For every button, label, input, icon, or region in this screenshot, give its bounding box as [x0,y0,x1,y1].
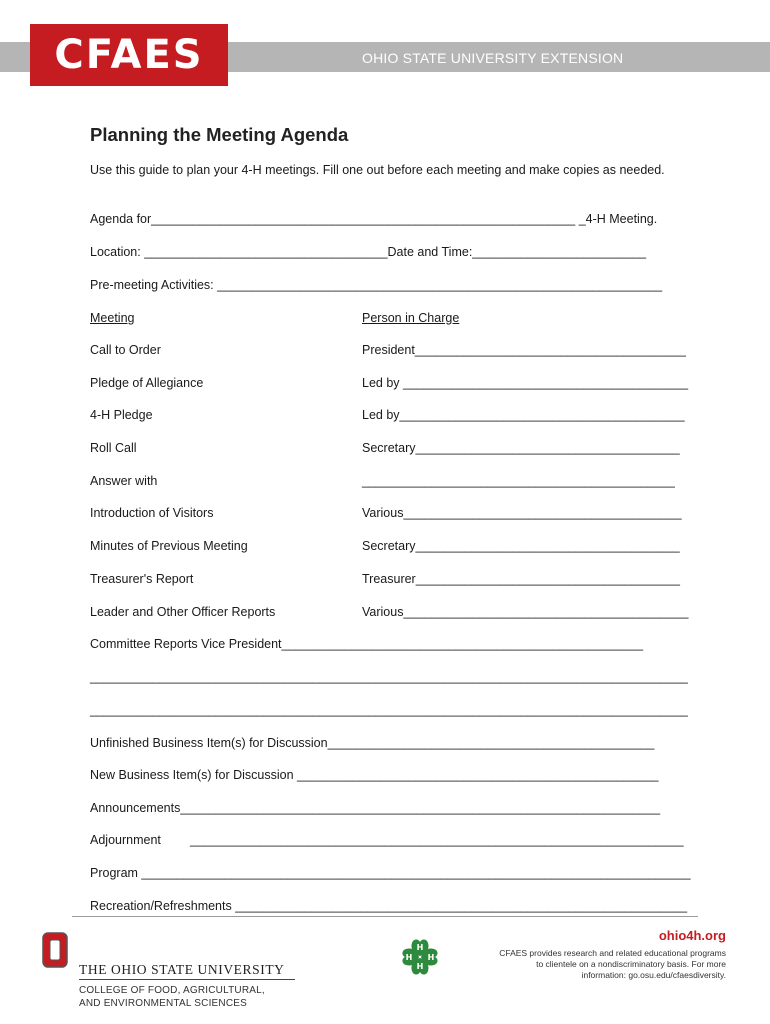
location-line: Location: ___________________________________Date and Time:_________________________ [90,245,647,259]
agenda-item: Roll Call [90,441,137,455]
four-h-clover-icon [396,933,444,981]
new-business-line: New Business Item(s) for Discussion ____________________________________________________ [90,768,659,782]
nondiscrimination-statement: CFAES provides research and related educational programs to clientele on a nondiscriminatory basis. For more information: go.osu.edu/cfaesdiversity. [499,948,726,980]
agenda-item: Introduction of Visitors [90,506,214,520]
agenda-person: President_______________________________________ [362,343,686,357]
svg-text:H: H [416,962,424,971]
committee-reports-line: Committee Reports Vice President____________________________________________________ [90,637,644,651]
svg-text:H: H [416,943,424,952]
agenda-item: Minutes of Previous Meeting [90,539,248,553]
svg-text:H: H [405,953,413,962]
program-line: Program _______________________________________________________________________________ [90,866,691,880]
adjournment-line: _______________________________________________________________________ [190,833,684,847]
pre-meeting-line: Pre-meeting Activities: ________________________________________________________________ [90,278,663,292]
agenda-item: Answer with [90,474,158,488]
extension-label: OHIO STATE UNIVERSITY EXTENSION [362,50,624,66]
agenda-person: Treasurer______________________________________ [362,572,680,586]
announcements-line: Announcements_____________________________________________________________________ [90,801,661,815]
blank-line: ______________________________________________________________________________________ [90,670,688,684]
agenda-for-line: Agenda for_____________________________________________________________ _4-H Meeting. [90,212,658,226]
agenda-person: Various________________________________________ [362,506,682,520]
unfinished-business-line: Unfinished Business Item(s) for Discussion_______________________________________________ [90,736,655,750]
svg-text:H: H [427,953,435,962]
university-rule [79,979,295,980]
agenda-item: 4-H Pledge [90,408,153,422]
website-link[interactable]: ohio4h.org [658,928,726,943]
meeting-column-header: Meeting [90,311,135,325]
cfaes-logo-text: CFAES [54,32,204,78]
college-line-1: COLLEGE OF FOOD, AGRICULTURAL, [79,985,265,996]
footer-divider [72,916,698,917]
agenda-item: Leader and Other Officer Reports [90,605,276,619]
college-name [79,984,265,1010]
agenda-item: Pledge of Allegiance [90,376,204,390]
block-o-icon [42,932,68,968]
agenda-item: Call to Order [90,343,161,357]
university-name: THE OHIO STATE UNIVERSITY [79,962,285,977]
intro-text: Use this guide to plan your 4-H meetings. Fill one out before each meeting and make copies as needed. [90,163,665,177]
adjournment-label: Adjournment [90,833,161,847]
agenda-person: _____________________________________________ [362,474,675,488]
recreation-line: Recreation/Refreshments _________________________________________________________________ [90,899,688,913]
agenda-person: Led by _________________________________________ [362,376,689,390]
college-line-2: AND ENVIRONMENTAL SCIENCES [79,998,248,1009]
agenda-item: Treasurer's Report [90,572,194,586]
blank-line: ______________________________________________________________________________________ [90,703,688,717]
agenda-person: Various_________________________________________ [362,605,689,619]
agenda-person: Secretary______________________________________ [362,441,680,455]
page-title: Planning the Meeting Agenda [90,124,349,145]
person-column-header: Person in Charge [362,311,460,325]
agenda-person: Secretary______________________________________ [362,539,680,553]
agenda-person: Led by_________________________________________ [362,408,685,422]
